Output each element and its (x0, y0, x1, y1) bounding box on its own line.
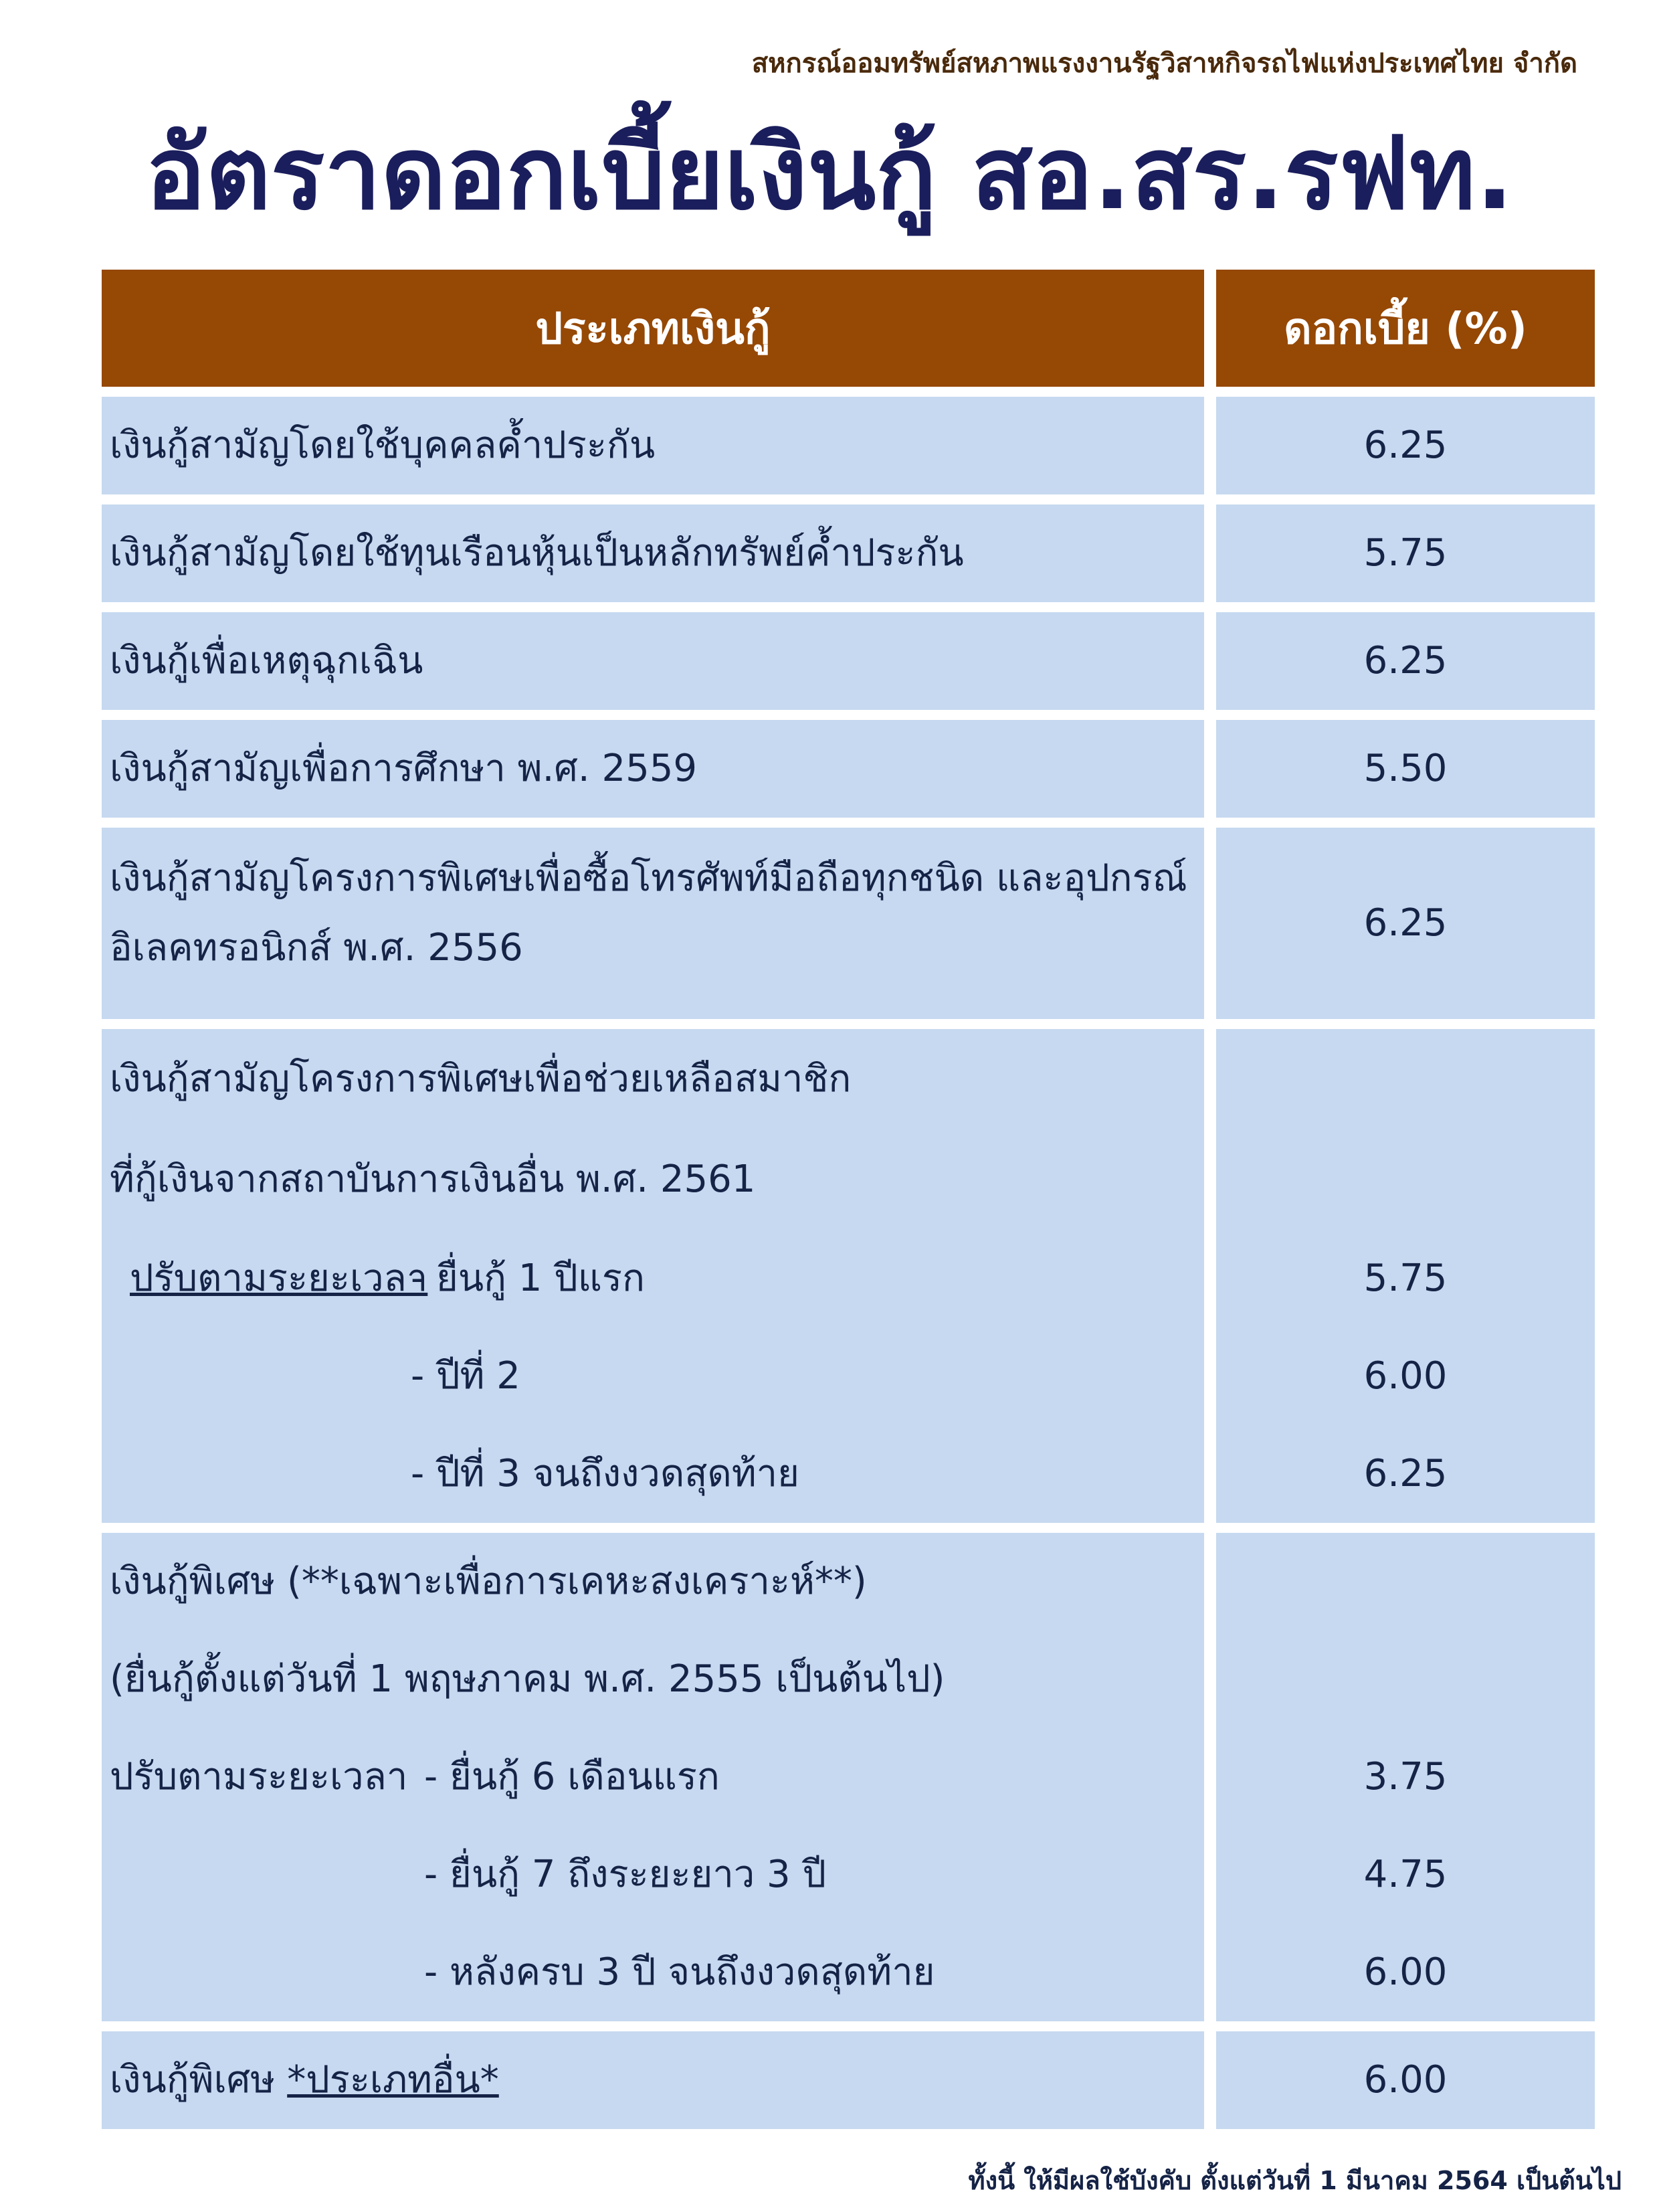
loan-type-text: เงินกู้สามัญเพื่อการศึกษา พ.ศ. 2559 (110, 747, 698, 790)
loan-type-emphasis: *ประเภทอื่น* (287, 2058, 499, 2102)
interest-rate-table (102, 270, 1595, 2139)
tier-label: - ปีที่ 2 (411, 1354, 520, 1398)
rate-cell (1216, 612, 1595, 710)
loan-type-text-line1: เงินกู้สามัญโครงการพิเศษเพื่อซื้อโทรศัพท์มือถือทุกชนิด และอุปกรณ์ (110, 856, 1187, 900)
table-row (102, 828, 1595, 1019)
tier-label: - ปีที่ 3 จนถึงงวดสุดท้าย (411, 1452, 799, 1495)
loan-type-text: เงินกู้สามัญโดยใช้ทุนเรือนหุ้นเป็นหลักทรัพย์ค้ำประกัน (110, 531, 964, 575)
loan-type-text-line1: เงินกู้สามัญโครงการพิเศษเพื่อช่วยเหลือสมาชิก (110, 1057, 852, 1101)
loan-type-cell (102, 504, 1204, 602)
tier-line (110, 1230, 1204, 1327)
rate-cell (1216, 397, 1595, 494)
rate-cell (1216, 2031, 1595, 2129)
header-interest-rate: ดอกเบี้ย (%) (1216, 270, 1595, 387)
tier-line (110, 1728, 1204, 1826)
loan-type-text: เงินกู้สามัญโดยใช้บุคคลค้ำประกัน (110, 424, 656, 467)
rate-value: 6.00 (1363, 1950, 1448, 1994)
rate-value: 6.25 (1363, 639, 1448, 682)
loan-type-prefix: เงินกู้พิเศษ (110, 2058, 276, 2102)
loan-type-cell (102, 1533, 1204, 2021)
loan-type-cell (102, 1029, 1204, 1523)
loan-type-text: เงินกู้เพื่อเหตุฉุกเฉิน (110, 639, 423, 682)
adjust-label: ปรับตามระยะเวลา (130, 1257, 428, 1300)
loan-type-cell (102, 397, 1204, 494)
organization-name: สหกรณ์ออมทรัพย์สหภาพแรงงานรัฐวิสาหกิจรถไฟแห่งประเทศไทย จำกัด (751, 48, 1577, 79)
loan-type-text (110, 2031, 1204, 2129)
rate-value: 4.75 (1363, 1853, 1448, 1896)
rate-value: 5.75 (1363, 531, 1448, 575)
rate-cell (1216, 504, 1595, 602)
rate-cell (1216, 1029, 1595, 1523)
loan-type-cell (102, 612, 1204, 710)
loan-type-cell (102, 828, 1204, 1019)
adjust-label: ปรับตามระยะเวลา (110, 1755, 408, 1799)
rate-value: 3.75 (1363, 1755, 1448, 1799)
rate-value: 6.00 (1363, 1354, 1448, 1398)
tier-label: - ยื่นกู้ 1 ปีแรก (411, 1257, 645, 1300)
table-row (102, 1533, 1595, 2021)
rate-cell (1216, 1533, 1595, 2021)
rate-value: 6.25 (1363, 424, 1448, 467)
rate-value: 6.25 (1363, 901, 1448, 945)
rate-value: 6.25 (1363, 1452, 1448, 1495)
loan-type-text-line2: ที่กู้เงินจากสถาบันการเงินอื่น พ.ศ. 2561 (110, 1158, 756, 1201)
rate-cell (1216, 828, 1595, 1019)
table-header-row (102, 270, 1595, 387)
table-row (102, 504, 1595, 602)
table-row (102, 2031, 1595, 2129)
header-loan-type: ประเภทเงินกู้ (102, 270, 1204, 387)
tier-label: - ยื่นกู้ 7 ถึงระยะยาว 3 ปี (424, 1853, 827, 1896)
rate-value: 6.00 (1363, 2058, 1448, 2102)
loan-type-text-line2: อิเลคทรอนิกส์ พ.ศ. 2556 (110, 926, 523, 970)
loan-type-cell (102, 2031, 1204, 2129)
table-row (102, 612, 1595, 710)
loan-type-text-line1: เงินกู้พิเศษ (**เฉพาะเพื่อการเคหะสงเคราะห์**) (110, 1560, 867, 1603)
tier-label: - ยื่นกู้ 6 เดือนแรก (424, 1755, 720, 1799)
tier-label: - หลังครบ 3 ปี จนถึงงวดสุดท้าย (424, 1950, 935, 1994)
effective-date-note: ทั้งนี้ ให้มีผลใช้บังคับ ตั้งแต่วันที่ 1 มีนาคม 2564 เป็นต้นไป (968, 2166, 1622, 2195)
table-row (102, 397, 1595, 494)
table-row (102, 1029, 1595, 1523)
rate-value: 5.50 (1363, 747, 1448, 790)
rate-spacer (1216, 1533, 1595, 1728)
page-title: อัตราดอกเบี้ยเงินกู้ สอ.สร.รฟท. (145, 116, 1514, 232)
loan-type-cell (102, 720, 1204, 818)
table-row (102, 720, 1595, 818)
rate-spacer (1216, 1029, 1595, 1230)
rate-value: 5.75 (1363, 1257, 1448, 1300)
loan-type-text-line2: (ยื่นกู้ตั้งแต่วันที่ 1 พฤษภาคม พ.ศ. 2555 เป็นต้นไป) (110, 1657, 945, 1701)
rate-cell (1216, 720, 1595, 818)
